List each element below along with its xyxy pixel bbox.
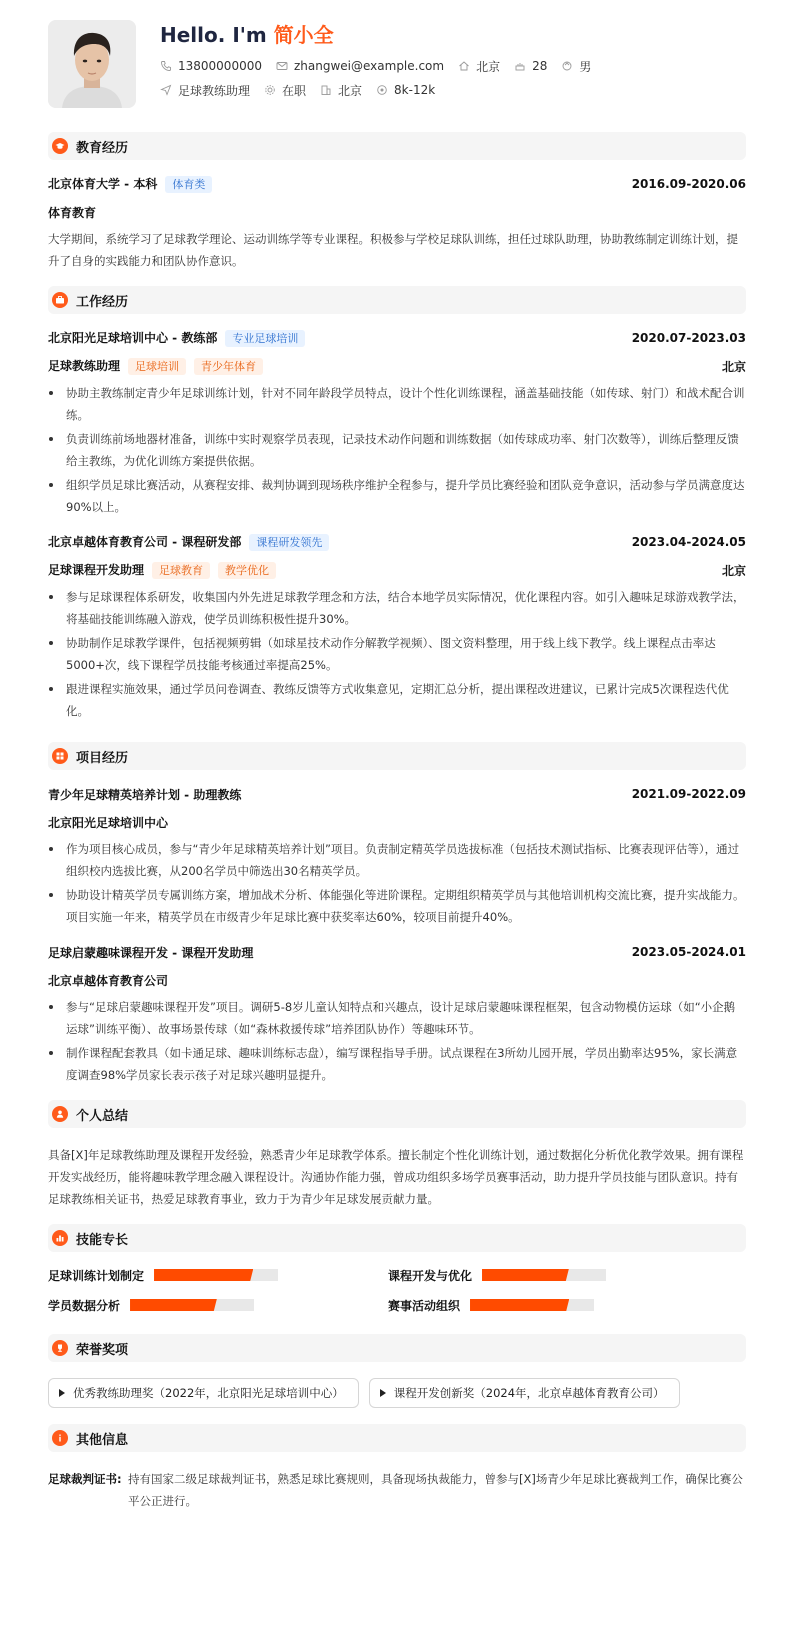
status-item: [264, 82, 306, 99]
skills-title: 技能专长: [76, 1232, 129, 1248]
skills-section-header: [48, 1224, 746, 1252]
job-intent-row: [160, 82, 605, 98]
skill-item: [388, 1298, 728, 1312]
work-city: 北京: [721, 359, 746, 374]
company-name: 北京卓越体育教育公司 - 课程研发部: [48, 535, 242, 549]
school-tag: 体育类: [165, 176, 212, 193]
skill-bar-fill: [130, 1299, 217, 1311]
school-name: 北京体育大学 - 本科: [48, 177, 158, 191]
major-name: 体育教育: [48, 206, 97, 220]
salary-icon: [376, 84, 388, 96]
email-item: [276, 59, 444, 73]
skill-bar-fill: [482, 1269, 569, 1281]
avatar-photo: [48, 20, 136, 108]
company-name: 北京阳光足球培训中心 - 教练部: [48, 331, 218, 345]
certificate-text: 持有国家二级足球裁判证书，熟悉足球比赛规则，具备现场执裁能力，曾参与[X]场青少年足球比赛裁判工作，确保比赛公平公正进行。: [128, 1472, 743, 1508]
skill-name: 足球训练计划制定: [48, 1268, 145, 1283]
gender-item: [561, 58, 591, 75]
education-date: 2016.09-2020.06: [631, 177, 746, 191]
list-item: 参与足球课程体系研发，收集国内外先进足球教学理念和方法，结合本地学员实际情况，优化课程内容。如引入趣味足球游戏教学法，将基础技能训练融入游戏，使学员训练积极性提升30%。: [48, 586, 746, 630]
gender-text: 男: [579, 59, 592, 74]
honor-item[interactable]: [48, 1378, 359, 1408]
phone-item: [160, 59, 262, 73]
company-tag: 课程研发领先: [249, 534, 329, 551]
skill-item: [48, 1298, 388, 1312]
role-name: 足球教练助理: [48, 359, 121, 373]
grid-icon: [52, 748, 68, 764]
resume-header: [48, 20, 746, 108]
list-item: 负责训练前场地器材准备，训练中实时观察学员表现，记录技术动作问题和训练数据（如传球成功率、射门次数等），训练后整理反馈给主教练，为优化训练方案提供依据。: [48, 428, 746, 472]
user-icon: [52, 1106, 68, 1122]
salary-text: 8k-12k: [394, 83, 436, 97]
play-icon: [59, 1389, 65, 1397]
project-org: 北京阳光足球培训中心: [48, 816, 169, 830]
honors-title: 荣誉奖项: [76, 1342, 129, 1358]
skill-bar: [482, 1269, 606, 1281]
skill-bar: [154, 1269, 278, 1281]
honors-list: [48, 1378, 746, 1408]
skill-bar: [470, 1299, 594, 1311]
skill-bar-fill: [470, 1299, 569, 1311]
gender-icon: [561, 60, 573, 72]
list-item: 协助主教练制定青少年足球训练计划，针对不同年龄段学员特点，设计个性化训练课程，涵盖基础技能（如传球、射门）和战术配合训练。: [48, 382, 746, 426]
list-item: 参与“足球启蒙趣味课程开发”项目。调研5-8岁儿童认知特点和兴趣点，设计足球启蒙趣味课程框架，包含动物模仿运球（如“小企鹅运球”训练平衡）、故事场景传球（如“森林救援传球”培养团队协作）等趣味环节。: [48, 996, 746, 1040]
mail-icon: [276, 60, 288, 72]
email-text: zhangwei@example.com: [293, 59, 445, 73]
list-item: 协助制作足球教学课件，包括视频剪辑（如球星技术动作分解教学视频）、图文资料整理，用于线上线下教学。线上课程点击率达5000+次，线下课程学员技能考核通过率提高25%。: [48, 632, 746, 676]
contact-row: [160, 58, 605, 74]
project-date: 2023.05-2024.01: [631, 945, 746, 959]
project-item: [48, 944, 746, 1086]
skill-name: 赛事活动组织: [388, 1298, 461, 1313]
project-name: 青少年足球精英培养计划 - 助理教练: [48, 787, 242, 802]
building-icon: [320, 84, 332, 96]
honor-text: 课程开发创新奖（2024年，北京卓越体育教育公司）: [393, 1386, 665, 1400]
salary-item: [376, 83, 435, 97]
list-item: 协助设计精英学员专属训练方案，增加战术分析、体能强化等进阶课程。定期组织精英学员与其他培训机构交流比赛，提升实战能力。项目实施一年来，精英学员在市级青少年足球比赛中获奖率达60%，较项目前提升40%。: [48, 884, 746, 928]
work-bullets: [48, 382, 746, 518]
other-section-header: [48, 1424, 746, 1452]
candidate-name: 简小全: [273, 23, 334, 47]
honors-section-header: [48, 1334, 746, 1362]
role-tag: 教学优化: [218, 562, 276, 579]
graduation-cap-icon: [52, 138, 68, 154]
info-icon: [52, 1430, 68, 1446]
list-item: 制作课程配套教具（如卡通足球、趣味训练标志盘），编写课程指导手册。试点课程在3所幼儿园开展，学员出勤率达95%，家长满意度调查98%学员家长表示孩子对足球兴趣明显提升。: [48, 1042, 746, 1086]
trophy-icon: [52, 1340, 68, 1356]
avatar: [48, 20, 136, 108]
skill-name: 课程开发与优化: [388, 1268, 473, 1283]
work-item: [48, 534, 746, 722]
skill-bar: [130, 1299, 254, 1311]
honor-item[interactable]: [369, 1378, 680, 1408]
skill-name: 学员数据分析: [48, 1298, 121, 1313]
work-bullets: [48, 586, 746, 722]
skill-bar-fill: [154, 1269, 253, 1281]
education-item: [48, 176, 746, 272]
list-item: 组织学员足球比赛活动，从赛程安排、裁判协调到现场秩序维护全程参与，提升学员比赛经验和团队竞争意识，活动参与学员满意度达90%以上。: [48, 474, 746, 518]
project-item: [48, 786, 746, 928]
age-text: 28: [532, 59, 548, 73]
home-icon: [458, 60, 470, 72]
education-section-header: [48, 132, 746, 160]
skills-grid: [48, 1268, 746, 1312]
cake-icon: [514, 60, 526, 72]
work-date: 2023.04-2024.05: [631, 535, 746, 549]
position-item: [160, 82, 250, 99]
age-item: [514, 59, 547, 73]
location-item: [458, 58, 500, 75]
project-name: 足球启蒙趣味课程开发 - 课程开发助理: [48, 945, 254, 960]
work-date: 2020.07-2023.03: [631, 331, 746, 345]
project-date: 2021.09-2022.09: [631, 787, 746, 801]
phone-icon: [160, 60, 172, 72]
summary-text: 具备[X]年足球教练助理及课程开发经验，熟悉青少年足球教学体系。擅长制定个性化训练计划，通过数据化分析优化教学效果。拥有课程开发实战经历，能将趣味教学理念融入课程设计。沟通协作能力强，曾成功组织多场学员赛事活动，助力提升学员技能与团队意识。持有足球教练相关证书，热爱足球教育事业，致力于为青少年足球发展贡献力量。: [48, 1148, 744, 1206]
location-text: 北京: [476, 59, 501, 74]
projects-title: 项目经历: [76, 750, 129, 766]
list-item: 跟进课程实施效果，通过学员问卷调查、教练反馈等方式收集意见，定期汇总分析，提出课程改进建议，已累计完成5次课程迭代优化。: [48, 678, 746, 722]
position-text: 足球教练助理: [178, 83, 251, 98]
work-section-header: [48, 286, 746, 314]
projects-section-header: [48, 742, 746, 770]
project-org: 北京卓越体育教育公司: [48, 974, 169, 988]
work-item: [48, 330, 746, 518]
target-city-text: 北京: [338, 83, 363, 98]
header-info: [160, 20, 605, 108]
work-city: 北京: [721, 563, 746, 578]
project-bullets: [48, 838, 746, 928]
greeting-prefix: Hello. I'm: [160, 23, 274, 47]
gear-icon: [264, 84, 276, 96]
role-name: 足球课程开发助理: [48, 563, 145, 577]
skill-item: [48, 1268, 388, 1282]
play-icon: [380, 1389, 386, 1397]
education-description: 大学期间，系统学习了足球教学理论、运动训练学等专业课程。积极参与学校足球队训练，担任过球队助理，协助教练制定训练计划，提升了自身的实践能力和团队协作意识。: [48, 232, 738, 268]
briefcase-icon: [52, 292, 68, 308]
chart-icon: [52, 1230, 68, 1246]
role-tag: 足球培训: [128, 358, 186, 375]
role-tag: 青少年体育: [194, 358, 263, 375]
project-bullets: [48, 996, 746, 1086]
target-city-item: [320, 82, 362, 99]
other-title: 其他信息: [76, 1432, 129, 1448]
honor-text: 优秀教练助理奖（2022年，北京阳光足球培训中心）: [73, 1386, 344, 1400]
other-info-row: [48, 1468, 746, 1512]
summary-title: 个人总结: [76, 1108, 129, 1124]
status-text: 在职: [282, 83, 307, 98]
greeting-title: [160, 22, 605, 48]
skill-item: [388, 1268, 728, 1282]
phone-text: 13800000000: [178, 59, 262, 73]
role-tag: 足球教育: [152, 562, 210, 579]
send-icon: [160, 84, 172, 96]
list-item: 作为项目核心成员，参与“青少年足球精英培养计划”项目。负责制定精英学员选拔标准（包括技术测试指标、比赛表现评估等），通过组织校内选拔比赛，从200名学员中筛选出30名精英学员。: [48, 838, 746, 882]
work-title: 工作经历: [76, 294, 129, 310]
certificate-label: 足球裁判证书:: [48, 1472, 122, 1486]
company-tag: 专业足球培训: [225, 330, 305, 347]
summary-section-header: [48, 1100, 746, 1128]
education-title: 教育经历: [76, 140, 129, 156]
